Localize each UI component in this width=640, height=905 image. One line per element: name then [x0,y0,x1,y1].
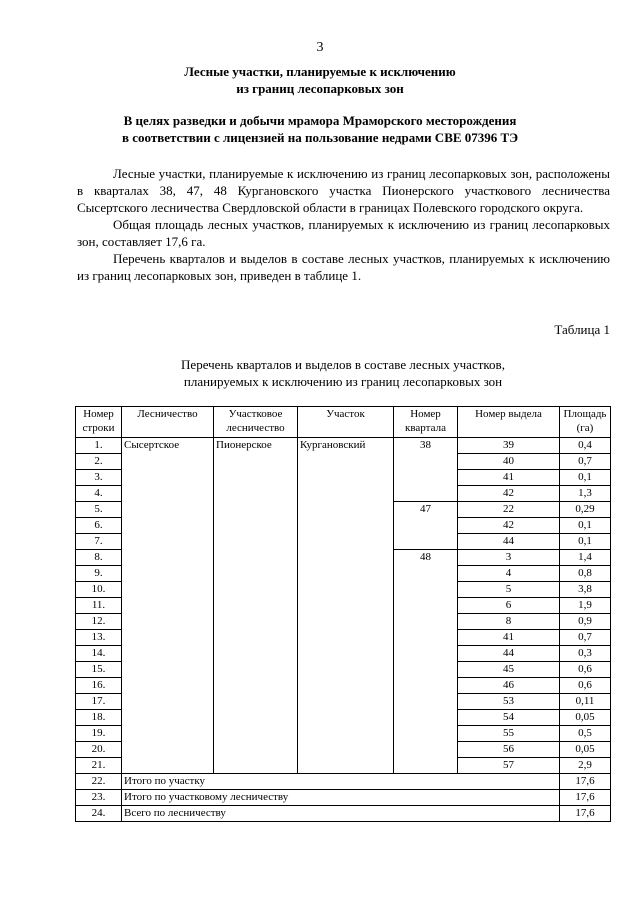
quarter-cell: 48 [394,550,458,774]
paragraph-2: Общая площадь лесных участков, планируемых к исключению из границ лесопарковых зон, составляет 17,6 га. [77,217,610,249]
plot-cell: 39 [458,438,560,454]
table-label: Таблица 1 [554,322,610,337]
area-cell: 0,6 [560,662,611,678]
plot-cell: 44 [458,646,560,662]
area-cell: 0,1 [560,534,611,550]
header-row-no: Номер строки [76,407,122,438]
row-number: 3. [76,470,122,486]
body-text [77,165,610,284]
header-section: Участок [298,407,394,438]
document-title [0,63,640,97]
district-forestry-cell: Пионерское [214,438,298,774]
plot-cell: 42 [458,486,560,502]
total-row [76,806,611,822]
row-number: 23. [76,790,122,806]
plot-cell: 56 [458,742,560,758]
plot-cell: 45 [458,662,560,678]
plot-cell: 42 [458,518,560,534]
row-number: 14. [76,646,122,662]
area-cell: 0,5 [560,726,611,742]
row-number: 11. [76,598,122,614]
header-area: Площадь (га) [560,407,611,438]
total-area: 17,6 [560,774,611,790]
total-area: 17,6 [560,790,611,806]
row-number: 5. [76,502,122,518]
area-cell: 0,7 [560,630,611,646]
subtitle-line-2: в соответствии с лицензией на пользование недрами СВЕ 07396 ТЭ [121,130,519,145]
area-cell: 0,05 [560,710,611,726]
area-cell: 0,4 [560,438,611,454]
table-title [0,356,640,390]
header-district-forestry: Участковое лесничество [214,407,298,438]
plot-cell: 8 [458,614,560,630]
area-cell: 2,9 [560,758,611,774]
area-cell: 0,1 [560,518,611,534]
header-plot: Номер выдела [458,407,560,438]
area-cell: 0,29 [560,502,611,518]
title-line-2: из границ лесопарковых зон [236,81,404,96]
table-title-line-2: планируемых к исключению из границ лесопарковых зон [183,374,503,389]
plot-cell: 40 [458,454,560,470]
plot-cell: 55 [458,726,560,742]
area-cell: 0,7 [560,454,611,470]
forestry-cell: Сысертское [122,438,214,774]
area-cell: 1,4 [560,550,611,566]
total-label: Итого по участку [122,774,560,790]
table-row [76,438,611,454]
paragraph-3: Перечень кварталов и выделов в составе лесных участков, планируемых к исключению из границ лесопарковых зон, приведен в таблице 1. [77,251,610,283]
area-cell: 0,05 [560,742,611,758]
row-number: 9. [76,566,122,582]
row-number: 22. [76,774,122,790]
header-quarter: Номер квартала [394,407,458,438]
quarter-cell: 38 [394,438,458,502]
plot-cell: 4 [458,566,560,582]
total-row [76,774,611,790]
row-number: 1. [76,438,122,454]
row-number: 15. [76,662,122,678]
row-number: 18. [76,710,122,726]
area-cell: 3,8 [560,582,611,598]
table-header-row [76,407,611,438]
total-row [76,790,611,806]
section-cell: Кургановский [298,438,394,774]
row-number: 17. [76,694,122,710]
table-title-line-1: Перечень кварталов и выделов в составе лесных участков, [181,357,505,372]
area-cell: 1,9 [560,598,611,614]
document-subtitle [0,112,640,146]
quarter-cell: 47 [394,502,458,550]
plot-cell: 54 [458,710,560,726]
row-number: 20. [76,742,122,758]
plot-cell: 46 [458,678,560,694]
area-cell: 0,9 [560,614,611,630]
row-number: 4. [76,486,122,502]
area-cell: 0,1 [560,470,611,486]
row-number: 16. [76,678,122,694]
plot-cell: 41 [458,470,560,486]
plot-cell: 57 [458,758,560,774]
header-forestry: Лесничество [122,407,214,438]
area-cell: 0,11 [560,694,611,710]
plot-cell: 22 [458,502,560,518]
plot-cell: 3 [458,550,560,566]
area-cell: 0,6 [560,678,611,694]
row-number: 24. [76,806,122,822]
subtitle-line-1: В целях разведки и добычи мрамора Мраморского месторождения [123,113,517,128]
row-number: 19. [76,726,122,742]
area-cell: 0,3 [560,646,611,662]
title-line-1: Лесные участки, планируемые к исключению [184,64,456,79]
row-number: 21. [76,758,122,774]
plots-table [75,406,611,822]
row-number: 13. [76,630,122,646]
paragraph-1: Лесные участки, планируемые к исключению из границ лесопарковых зон, расположены в кварталах 38, 47, 48 Кургановского участка Пионерского участкового лесничества Сысертского лесничества Свердловской области в границах Полевского городского округа. [77,166,610,215]
row-number: 6. [76,518,122,534]
plot-cell: 41 [458,630,560,646]
plot-cell: 53 [458,694,560,710]
row-number: 8. [76,550,122,566]
row-number: 7. [76,534,122,550]
plot-cell: 5 [458,582,560,598]
plot-cell: 6 [458,598,560,614]
total-area: 17,6 [560,806,611,822]
plot-cell: 44 [458,534,560,550]
total-label: Итого по участковому лесничеству [122,790,560,806]
row-number: 10. [76,582,122,598]
total-label: Всего по лесничеству [122,806,560,822]
area-cell: 1,3 [560,486,611,502]
row-number: 12. [76,614,122,630]
row-number: 2. [76,454,122,470]
page-number: 3 [316,40,324,55]
area-cell: 0,8 [560,566,611,582]
